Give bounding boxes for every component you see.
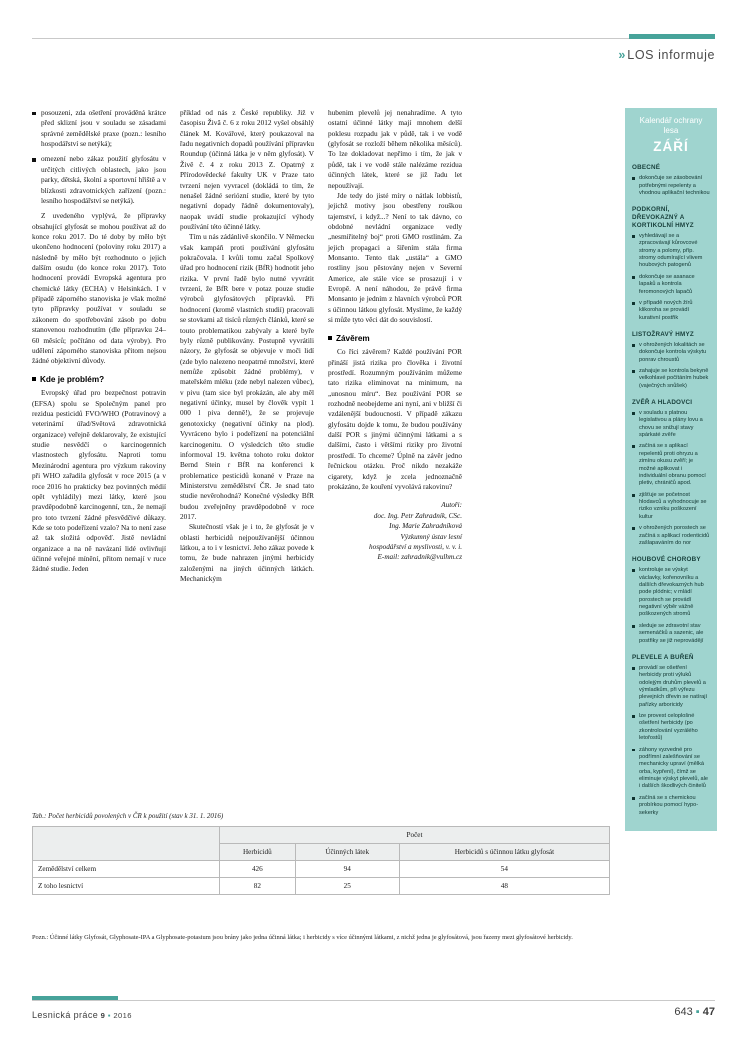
text-column-2 — [180, 108, 314, 585]
table-header-row — [33, 827, 610, 844]
header-divider — [32, 38, 715, 39]
paragraph: příklad od nás z České republiky. Již v časopisu Živă č. 6 z roku 2012 vyšel obsáhlý článek M. Kovářové, který poukazoval na řadu negativních dopadů používání přípravku Roundup (účinná látka je v něm glyfosát). V Živě č. 4 z roku 2013 Z. Opatrný z Přírodovědecké fakulty UK v Praze tato tvrzení nejen vyvracel (dokládá to tím, že nenašel žádné seriózní studie, které by tyto negativní dopady řádně dokumentovaly), naopak uvádí studie prokazující výhody používání této účinné látky. — [180, 108, 314, 231]
table-note: Pozn.: Účinné látky Glyfosát, Glyphosate-IPA a Glyphosate-potasium jsou brány jako jedna účinná látka; i herbicidy s více účinnými látkami, z nichž jedna je glyfosátová, jsou řazeny mezi glyfosátové herbicidy. — [32, 934, 573, 941]
sidebar-section-list — [632, 342, 710, 390]
list-item: v případě nových žírů klikoroha se provádí kurativní postřik — [632, 300, 710, 322]
paragraph: Z uvedeného vyplývá, že přípravky obsahující glyfosát se mohou používat až do konce roku 2017. Do té doby by mělo být ukončeno hodnocení (poloviny roku 2017) a následně by mělo být rozhodnuto o jejich dalším osudu (do konce roku 2017). Toto hodnocení provádí Evropská agentura pro chemické látky (ECHA) v Helsinkách. I v případě záporného stanoviska je však možné tyto přípravky používat v souladu se zákonem do spotřebování zásob po dobu stanovenou rozhodnutím (dle přípravku 24–60 měsíců; počítáno od data výroby). Pro udělení záporného stanoviska přitom nejsou žádné objektivní důvody. — [32, 211, 166, 366]
footer-page-number: 47 — [702, 1006, 715, 1018]
list-item: v souladu s platnou legislativou a plány lovu a chovu se snižují stavy spárkaté zvěře — [632, 410, 710, 440]
sidebar-section-list — [632, 665, 710, 817]
footer-separator: ▪ — [107, 1011, 111, 1020]
table-row-label: Z toho lesnictví — [33, 878, 220, 895]
list-item: dokončuje se asanace lapaků a kontrola feromonových lapačů — [632, 274, 710, 296]
footer-year: 2016 — [113, 1011, 132, 1020]
sidebar-section-list — [632, 410, 710, 547]
author-name: doc. Ing. Petr Zahradník, CSc. — [373, 511, 462, 520]
author-affiliation: Výzkumný ústav lesní — [400, 532, 462, 541]
table-row — [33, 878, 610, 895]
list-item: zahajuje se kontrola bekyně velkohlavé počítáním hubek (vaječných snůšek) — [632, 368, 710, 390]
running-head — [618, 48, 715, 62]
list-item: provádí se ošetření herbicidy proti výluků odolejým druhům plevelů a výmladkům, při výřezu plevejních dřevin se natírají pařízky arboricidy — [632, 665, 710, 709]
header-accent-bar — [629, 34, 715, 39]
text-column-1 — [32, 108, 166, 575]
section-heading-label: Závěrem — [336, 333, 370, 343]
list-item: záhony vyzvedné pro podřímní zalešňování se mechanicky upraví (mělká orba, kypření), čímž se eliminuje výskyt plevelů, ale i dalších škodlivých činitelů — [632, 747, 710, 791]
text-column-3 — [328, 108, 462, 563]
sidebar-title — [632, 116, 710, 155]
paragraph: Jde tedy do jisté míry o nátlak lobbistů, jejichž motivy jsou obestřeny rouškou tajemství, i když...? Není to tak dávno, co obdobné nevládní organizace vedly „nesmiřitelný boj“ proti GMO rostlinám. Za jejich propagaci a šiřením stála firma Monsanto. Tento tlak „ustála“ a GMO rostliny jsou pěstovány nejen v Severní Americe, ale stále více se prosazují i v Evropě. A není náhodou, že právě firma Monsanto je jedním z hlavních výrobců POR s účinnou látkou glyfosát. Myslíme, že každý si může tyto věci dát do souvislostí. — [328, 190, 462, 325]
list-item: dokončuje se zásobování potřebnými repelenty a vhodnou aplikační technikou — [632, 175, 710, 197]
footer-divider — [32, 1000, 715, 1001]
table-row-label: Zemědělství celkem — [33, 861, 220, 878]
author-block — [328, 500, 462, 563]
table-cell: 82 — [220, 878, 296, 895]
table-column-header: Účinných látek — [295, 844, 399, 861]
list-item: sleduje se zdravotní stav semenáčků a sazenic, ale postřiky se již neprovádějí — [632, 623, 710, 645]
sidebar-section-heading: ZVĚŘ A HLADOVCI — [632, 399, 693, 407]
table-cell: 48 — [399, 878, 609, 895]
table-cell: 94 — [295, 861, 399, 878]
table-caption: Tab.: Počet herbicidů povolených v ČR k použití (stav k 31. 1. 2016) — [32, 812, 224, 820]
sidebar-title-label: Kalendář ochrany lesa — [639, 116, 703, 136]
footer-issue: 9 — [100, 1011, 106, 1020]
list-item: v ohrožených lokalitách se dokončuje kontrola výskytu ponrav chroustů — [632, 342, 710, 364]
paragraph: Skutečností však je i to, že glyfosát je v oblasti herbicidů nejpoužívanější účinnou látkou, a to i v lesnictví. Jeho zákaz povede k tomu, že bude nahrazen jinými herbicidy založenými na jiných účinných látkách. Mechanickým — [180, 522, 314, 584]
paragraph: Evropský úřad pro bezpečnost potravin (EFSA) spolu se Společným panel pro rezidua pesticidů FVO/WHO (Potravinový a veterinární úřad/Světová zdravotnická organizace) veřejně deklarovaly, že existující studie nesvědčí o karcinogenních vlastnostech glyfosátu. Naproti tomu Mezinárodní agentura pro výzkum rakoviny při WHO zařadila glyfosát v roce 2015 (a v roce 2016 ho prakticky bez povinných médií opět vyhládily) mezi látky, které jsou pravděpodobně karcinogenní, tzn., že nemají pro toto tvrzení žádné přesvědčivé důkazy. Kde se toto podeřízení vzalo? Na to není zase až tak složitá odpověď. Jistě nevládní organizace a na ně navázaní lidé ovlivňují účinné veřejné mínění, přitom nemají v ruce žádné studie. Jeden — [32, 388, 166, 574]
sidebar-section-heading: PLEVELE A BUŘEŇ — [632, 653, 694, 661]
table-column-header: Herbicidů s účinnou látku glyfosát — [399, 844, 609, 861]
sidebar-month-label: ZÁŘÍ — [653, 138, 689, 154]
author-affiliation: hospodářství a myslivosti, v. v. i. — [369, 542, 462, 551]
sidebar-section-list — [632, 233, 710, 322]
paragraph: hubenim plevelů jej nenahradíme. A tyto ostatní účinné látky mají mnohem delší poklesu rozpadu jak v půdě, tak i ve vodě (glyfosát se rozloží během několika měsíců). To lze dokladovat nepřímo i tím, že jak v půdě, tak i ve vodě stále nalézáme rezidua účinných látek, které se již řadu let nepoužívají. — [328, 108, 462, 190]
section-heading-conclusion — [328, 333, 462, 345]
list-item: lze provest celoplošné ošetření herbicidy (po zkontrolování vyzrálého letořostů) — [632, 713, 710, 743]
section-heading-label: Kde je problém? — [40, 374, 105, 384]
paragraph: Co říci závěrem? Každé používání POR přináší jistá rizika pro člověka i životní prostředí. Rozumným používáním můžeme tato rizika eliminovat na minimum, na „unosnou míru“. Bez používání POR se rozhodně neobejdeme ani nyní, ani v bližší či vzdálenější budoucnosti. V případě zákazu glyfosátu dojde k tomu, že budou používány další POR s jinými účinnými látkami a s dalšími, často i většími riziky pro životní prostředí. To chceme? Úplně na závěr jedno řečnickou otázku. Proč nikdo nezakáže cigarety, když je zcela jednoznačně prokázáno, že kouření vyvolává rakovinu? — [328, 347, 462, 491]
sidebar-section-list — [632, 567, 710, 645]
calendar-sidebar — [625, 108, 717, 831]
list-item: začíná se s aplikací repelentů proti ohryzu a zimínu okusu zvěří; je možné aplikovat i individuální obranu pomocí pletiv, chráničů apod. — [632, 443, 710, 487]
list-item: kontroluje se výskyt václavky, kořenovníku a dalších dřevokazných hub pode plódnic; v mládí porostech se provádí negativní výběr vážně poškozených stromů — [632, 567, 710, 619]
footer-article-number: 643 — [674, 1006, 693, 1018]
chevron-right-icon: » — [618, 48, 625, 62]
herbicide-table — [32, 826, 610, 895]
authors-label: Autoři: — [441, 501, 462, 510]
footer-pagination — [674, 1006, 715, 1018]
sidebar-section-list — [632, 175, 710, 197]
author-name: Ing. Marie Zahradníková — [389, 522, 462, 531]
list-item: posouzeni, zda ošetření prováděná krátce před sklizní jsou v souladu se zásadami správné zemědělské praxe (pozn.: lesního hospodářství se netýká); — [32, 108, 166, 149]
section-heading-problem — [32, 374, 166, 386]
sidebar-section-heading: PODKORNÍ, DŘEVOKAZNÝ A KORTIKOLNÍ HMYZ — [632, 206, 694, 230]
list-item: začíná se s chemickou probírkou pomocí hypo-sekerky — [632, 795, 710, 817]
list-item: vyhledávají se a zpracovávají kůrovcové stromy a polomy, příp. stromy odumírající vlivem houbových patogenů — [632, 233, 710, 270]
table-cell: 25 — [295, 878, 399, 895]
table-cell: 426 — [220, 861, 296, 878]
sidebar-section-heading: HOUBOVÉ CHOROBY — [632, 556, 701, 564]
sidebar-section-heading: LISTOŽRAVÝ HMYZ — [632, 331, 694, 339]
square-bullet-icon — [32, 377, 36, 381]
author-email: E-mail: zahradnik@vulhm.cz — [377, 553, 462, 562]
running-head-label: LOS informuje — [627, 48, 715, 62]
list-item: zjišťuje se početnost hlodavců a vyhodnocuje se riziko vzniku poškození kultur — [632, 492, 710, 522]
list-item: v ohrožených porostech se začíná s aplikací rodenticidů zašlapaváním do nor — [632, 525, 710, 547]
paragraph: Tím u nás zádánlivě skončilo. V Německu však kampáň proti používání glyfosátu pokračovala. I kvůli tomu začal Spolkový úřad pro hodnocení rizik (BfR) hodnotit jeho rizika. V první řadě bylo nutné vyvrátit tvrzení, že BfR bere v potaz pouze studie výrobců glyfosátových přípravků. Při hodnocení (kromě vlastních studií) pracovali se stovkami až tisíců různých článků, které se touto problematikou zabývaly a které byře byly různě publikovány. Postupně vyvrátili názory, že glyfosát se objevuje v moči lidí (zde bylo nalezeno neopatrné množství, které nemůže způsobit žádné problémy), v mateřském mléku (zde nebyl nalezen vůbec), v pivu (tam sice byl prokázán, ale aby měl negativní účinky, musel by člověk vypít 1 000 l piva denně!), že se projevuje genotoxicky (negativní účinky na plod). Vyvráceno bylo i podeřízení na potenciální karcinogenitu. O výsledcích těto studie informoval 19. května tohoto roku doktor Bernd Stein r BfR na konferenci k problematice pesticidů konané v Praze na Ministerstvu zemědělství ČR. Je snad tato studie nevěrohodná? Konečné výsledky BfR budou zveřejněny pravděpodobně v roce 2017. — [180, 232, 314, 522]
list-item: omezení nebo zákaz použití glyfosátu v určitých citlivých oblastech, jako jsou parky, dětská, školní a sportovní hřiště a v blízkosti zdravotnických zařízení (pozn.: lesního hospodářství se netýká). — [32, 154, 166, 206]
table-column-header: Herbicidů — [220, 844, 296, 861]
bullet-list-restrictions — [32, 108, 166, 206]
square-bullet-icon — [328, 336, 332, 340]
table-cell: 54 — [399, 861, 609, 878]
sidebar-section-heading: OBECNÉ — [632, 164, 661, 172]
footer-journal-name: Lesnická práce — [32, 1010, 99, 1020]
table-row — [33, 861, 610, 878]
table-group-header: Počet — [220, 827, 610, 844]
footer-separator: ▪ — [695, 1006, 700, 1018]
footer-journal — [32, 1010, 132, 1020]
table-corner-cell — [33, 827, 220, 861]
